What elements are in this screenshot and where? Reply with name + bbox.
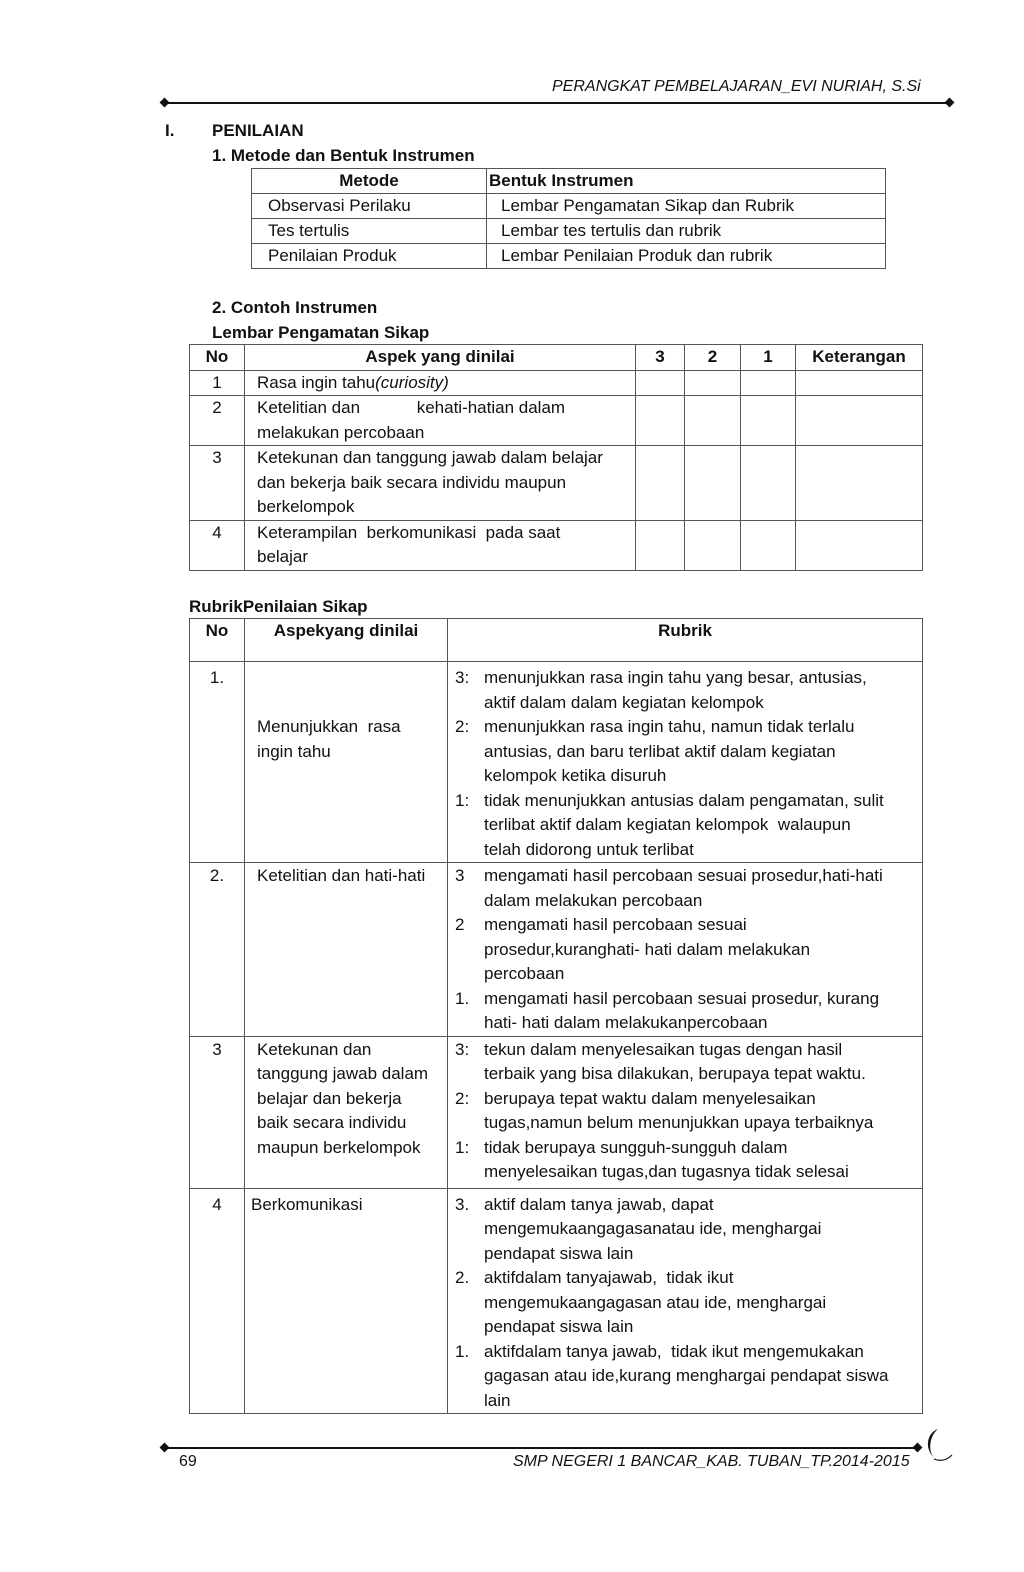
subsection-2-title: 2. Contoh Instrumen (212, 298, 378, 317)
col-score-2: 2 (685, 345, 741, 371)
crescent-logo-icon (916, 1425, 956, 1469)
instrument-cell: Lembar Penilaian Produk dan rubrik (487, 244, 886, 269)
col-remarks: Keterangan (796, 345, 923, 371)
footer-rule (164, 1447, 919, 1449)
rubric-row-no: 1. (190, 662, 245, 863)
header-diamond-left (160, 98, 170, 108)
method-cell: Observasi Perilaku (252, 194, 487, 219)
instrument-cell: Lembar Pengamatan Sikap dan Rubrik (487, 194, 886, 219)
col-aspect: Aspek yang dinilai (245, 345, 636, 371)
page-number: 69 (179, 1453, 197, 1470)
rubric-row-no: 4 (190, 1188, 245, 1414)
rubric-col-rubric: Rubrik (448, 619, 923, 662)
row-no: 3 (190, 446, 245, 521)
col-no: No (190, 345, 245, 371)
rubric-row-aspect: Berkomunikasi (245, 1188, 448, 1414)
rubric-col-no: No (190, 619, 245, 662)
rubric-row-aspect: Menunjukkan rasa ingin tahu (245, 662, 448, 863)
row-aspect: Rasa ingin tahu(curiosity) (245, 370, 636, 396)
footer-school: SMP NEGERI 1 BANCAR_KAB. TUBAN_TP.2014-2015 (513, 1453, 910, 1470)
row-no: 2 (190, 396, 245, 446)
section-title: PENILAIAN (212, 121, 304, 140)
instrument-header: Bentuk Instrumen (487, 169, 886, 194)
rubric-table (189, 618, 923, 1414)
method-table (251, 168, 886, 269)
row-aspect: Keterampilan berkomunikasi pada saat belajar (245, 520, 636, 570)
instrument-cell: Lembar tes tertulis dan rubrik (487, 219, 886, 244)
method-header: Metode (252, 169, 487, 194)
rubric-row-criteria: 3: menunjukkan rasa ingin tahu yang besar, antusias, aktif dalam dalam kegiatan kelompok 2: menunjukkan rasa ingin tahu, namun tidak terlalu antusias, dan baru terlibat aktif dalam kegiatan kelompok ketika disuruh 1: tidak menunjukkan antusias dalam pengamatan, sulit terlibat aktif dalam kegiatan kelompok walaupun telah didorong untuk terlibat (448, 662, 923, 863)
subsection-1-title: 1. Metode dan Bentuk Instrumen (212, 146, 475, 165)
rubric-row-aspect: Ketelitian dan hati-hati (245, 863, 448, 1037)
row-aspect: Ketelitian dan kehati-hatian dalam melakukan percobaan (245, 396, 636, 446)
rubric-row-no: 3 (190, 1036, 245, 1188)
rubric-row-no: 2. (190, 863, 245, 1037)
rubric-col-aspect: Aspekyang dinilai (245, 619, 448, 662)
rubric-row-criteria: 3 mengamati hasil percobaan sesuai prosedur,hati-hati dalam melakukan percobaan 2 mengamati hasil percobaan sesuai prosedur,kuranghati- hati dalam melakukan percobaan 1. mengamati hasil percobaan sesuai prosedur, kurang hati- hati dalam melakukanpercobaan (448, 863, 923, 1037)
col-score-1: 1 (741, 345, 796, 371)
row-aspect: Ketekunan dan tanggung jawab dalam belajar dan bekerja baik secara individu maupun berkelompok (245, 446, 636, 521)
col-score-3: 3 (636, 345, 685, 371)
rubric-title: RubrikPenilaian Sikap (189, 597, 368, 616)
footer-diamond-left (160, 1443, 170, 1453)
observation-sheet-title: Lembar Pengamatan Sikap (212, 323, 430, 342)
page-header: PERANGKAT PEMBELAJARAN_EVI NURIAH, S.Si (552, 78, 921, 95)
rubric-row-criteria: 3: tekun dalam menyelesaikan tugas dengan hasil terbaik yang bisa dilakukan, berupaya tepat waktu. 2: berupaya tepat waktu dalam menyelesaikan tugas,namun belum menunjukkan upaya terbaiknya 1: tidak berupaya sungguh-sungguh dalam menyelesaikan tugas,dan tugasnya tidak selesai (448, 1036, 923, 1188)
observation-table (189, 344, 923, 571)
method-cell: Tes tertulis (252, 219, 487, 244)
row-no: 1 (190, 370, 245, 396)
rubric-row-criteria: 3. aktif dalam tanya jawab, dapat mengemukaangagasanatau ide, menghargai pendapat siswa lain 2. aktifdalam tanyajawab, tidak ikut mengemukaangagasan atau ide, menghargai pendapat siswa lain 1. aktifdalam tanya jawab, tidak ikut mengemukakan gagasan atau ide,kurang menghargai pendapat siswa lain (448, 1188, 923, 1414)
method-cell: Penilaian Produk (252, 244, 487, 269)
section-number: I. (165, 121, 175, 140)
header-rule (164, 102, 951, 104)
header-diamond-right (945, 98, 955, 108)
row-no: 4 (190, 520, 245, 570)
rubric-row-aspect: Ketekunan dan tanggung jawab dalam belajar dan bekerja baik secara individu maupun berkelompok (245, 1036, 448, 1188)
